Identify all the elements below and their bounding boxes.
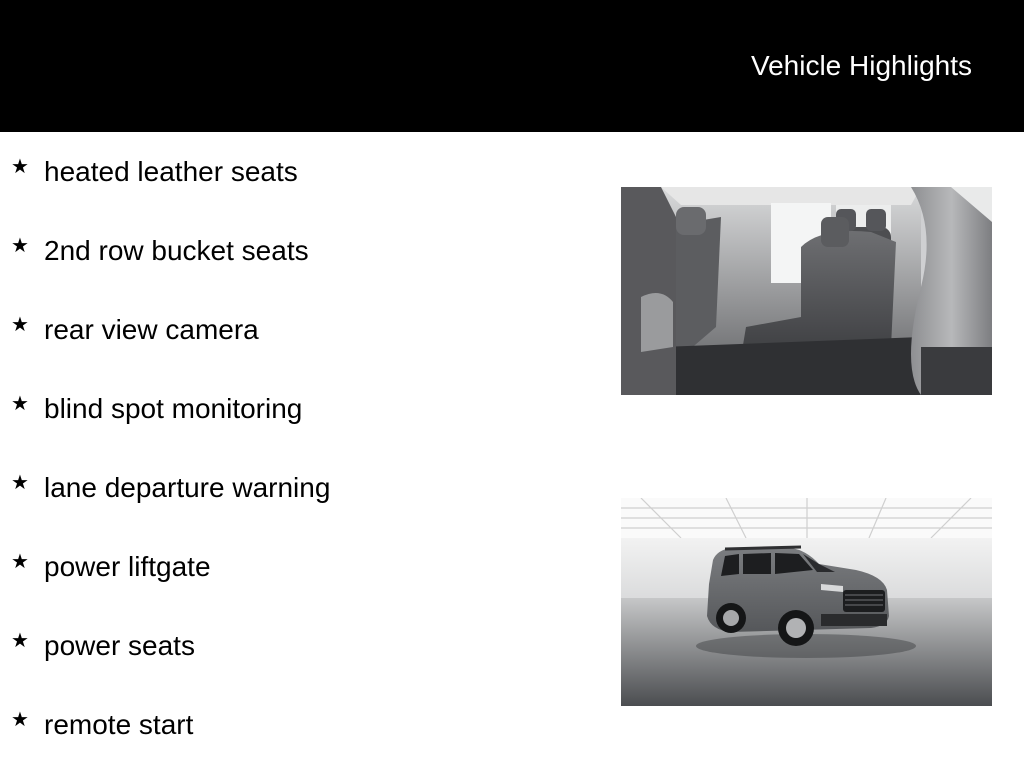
highlight-item [0, 626, 600, 666]
star-icon: ★ [11, 233, 29, 257]
highlight-label: remote start [44, 709, 194, 740]
star-icon: ★ [11, 549, 29, 573]
highlight-item [0, 231, 600, 271]
highlight-label: rear view camera [44, 314, 259, 345]
highlight-label: 2nd row bucket seats [44, 235, 309, 266]
star-icon: ★ [11, 391, 29, 415]
highlight-label: power seats [44, 630, 195, 661]
star-icon: ★ [11, 707, 29, 731]
highlight-label: lane departure warning [44, 472, 331, 503]
star-icon: ★ [11, 470, 29, 494]
highlight-label: blind spot monitoring [44, 393, 303, 424]
highlight-item [0, 389, 600, 429]
header-bar [0, 0, 1024, 132]
star-icon: ★ [11, 628, 29, 652]
highlight-item [0, 705, 600, 745]
highlight-item [0, 468, 600, 508]
highlight-item [0, 547, 600, 587]
highlight-label: power liftgate [44, 551, 211, 582]
highlight-item [0, 152, 600, 192]
highlight-label: heated leather seats [44, 156, 298, 187]
interior-photo [621, 187, 992, 395]
exterior-photo [621, 498, 992, 706]
star-icon: ★ [11, 312, 29, 336]
page-title: Vehicle Highlights [750, 50, 972, 81]
highlight-item [0, 310, 600, 350]
star-icon: ★ [11, 154, 29, 178]
